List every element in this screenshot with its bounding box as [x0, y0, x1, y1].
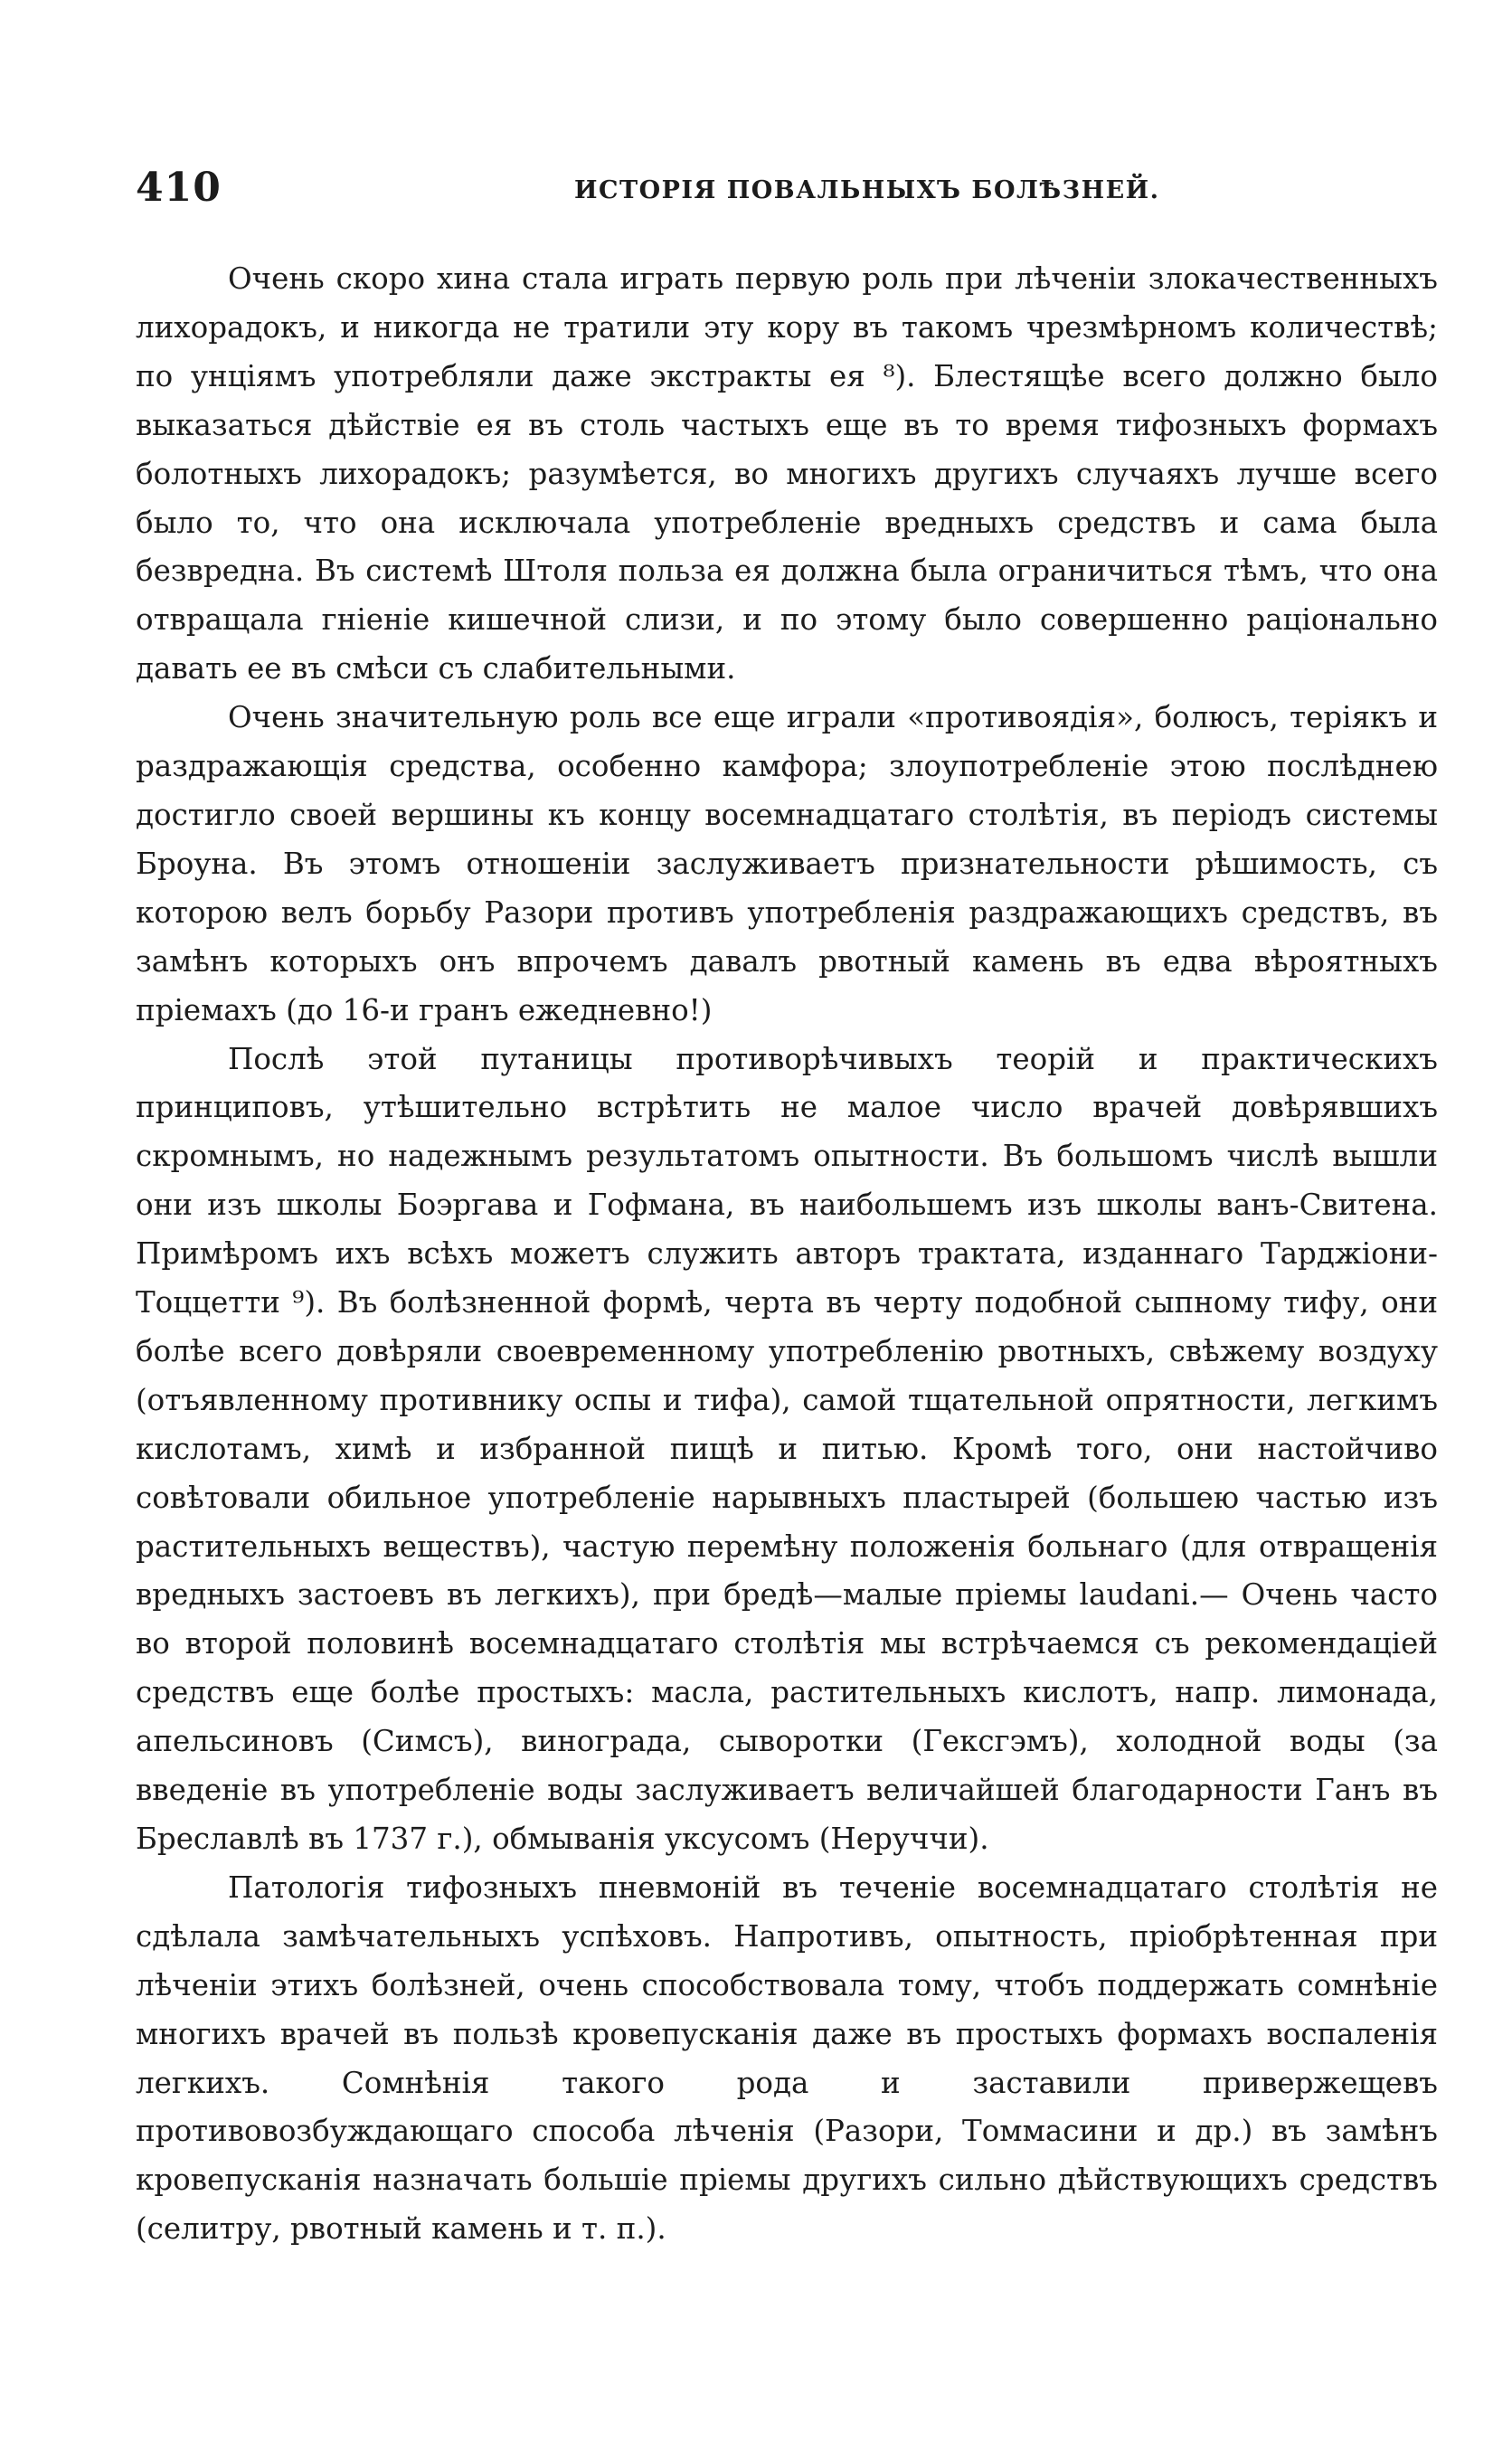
body-text — [136, 255, 1438, 2254]
running-title: ИСТОРІЯ ПОВАЛЬНЫХЪ БОЛѢЗНЕЙ. — [574, 176, 1160, 204]
paragraph-pneumonia: Патологія тифозныхъ пневмоній въ теченіе восемнадцатаго столѣтія не сдѣлала замѣчательныхъ успѣховъ. Напротивъ, опытность, пріобрѣтенная при лѣченіи этихъ болѣзней, очень способствовала тому, чтобъ поддержать сомнѣніе многихъ врачей въ пользѣ кровепусканія даже въ простыхъ формахъ воспаленія легкихъ. Сомнѣнія такого рода и заставили привержещевъ противовозбуждающаго способа лѣченія (Разори, Томмасини и др.) въ замѣнъ кровепусканія назначать большіе пріемы другихъ сильно дѣйствующихъ средствъ (селитру, рвотный камень и т. п.). — [136, 1869, 1438, 2247]
page-header — [136, 165, 1438, 219]
page-number: 410 — [136, 165, 222, 211]
paragraph-antidotes: Очень значительную роль все еще играли «противоядія», болюсъ, теріякъ и раздражающія средства, особенно камфора; злоупотребленіе этою послѣднею достигло своей вершины къ концу восемнадцатаго столѣтія, въ періодъ системы Броуна. Въ этомъ отношеніи заслуживаетъ признательности рѣшимость, съ которою велъ борьбу Разори противъ употребленія раздражающихъ средствъ, въ замѣнъ которыхъ онъ впрочемъ давалъ рвотный камень въ едва вѣроятныхъ пріемахъ (до 16-и гранъ ежедневно!) — [136, 700, 1438, 1027]
paragraph-practitioners: Послѣ этой путаницы противорѣчивыхъ теорій и практическихъ принциповъ, утѣшительно встрѣтить не малое число врачей довѣрявшихъ скромнымъ, но надежнымъ результатомъ опытности. Въ большомъ числѣ вышли они изъ школы Боэргава и Гофмана, въ наибольшемъ изъ школы ванъ-Свитена. Примѣромъ ихъ всѣхъ можетъ служить авторъ трактата, изданнаго Тарджіони-Тоццетти ⁹). Въ болѣзненной формѣ, черта въ черту подобной сыпному тифу, они болѣе всего довѣряли своевременному употребленію рвотныхъ, свѣжему воздуху (отъявленному противнику оспы и тифа), самой тщательной опрятности, легкимъ кислотамъ, химѣ и избранной пищѣ и питью. Кромѣ того, они настойчиво совѣтовали обильное употребленіе нарывныхъ пластырей (большею частью изъ растительныхъ веществъ), частую перемѣну положенія больнаго (для отвращенія вредныхъ застоевъ въ легкихъ), при бредѣ—малые пріемы laudani.— Очень часто во второй половинѣ восемнадцатаго столѣтія мы встрѣчаемся съ рекомендаціей средствъ еще болѣе простыхъ: масла, растительныхъ кислотъ, напр. лимонада, апельсиновъ (Симсъ), винограда, сыворотки (Гексгэмъ), холодной воды (за введеніе въ употребленіе воды заслуживаетъ величайшей благодарности Ганъ въ Бреславлѣ въ 1737 г.), обмыванія уксусомъ (Неруччи). — [136, 1041, 1438, 1856]
paragraph-cinchona: Очень скоро хина стала играть первую роль при лѣченіи злокачественныхъ лихорадокъ, и никогда не тратили эту кору въ такомъ чрезмѣрномъ количествѣ; по унціямъ употребляли даже экстракты ея ⁸). Блестящѣе всего должно было выказаться дѣйствіе ея въ столь частыхъ еще въ то время тифозныхъ формахъ болотныхъ лихорадокъ; разумѣется, во многихъ другихъ случаяхъ лучше всего было то, что она исключала употребленіе вредныхъ средствъ и сама была безвредна. Въ системѣ Штоля польза ея должна была ограничиться тѣмъ, что она отвращала гніеніе кишечной слизи, и по этому было совершенно раціонально давать ее въ смѣси съ слабительными. — [136, 261, 1438, 686]
